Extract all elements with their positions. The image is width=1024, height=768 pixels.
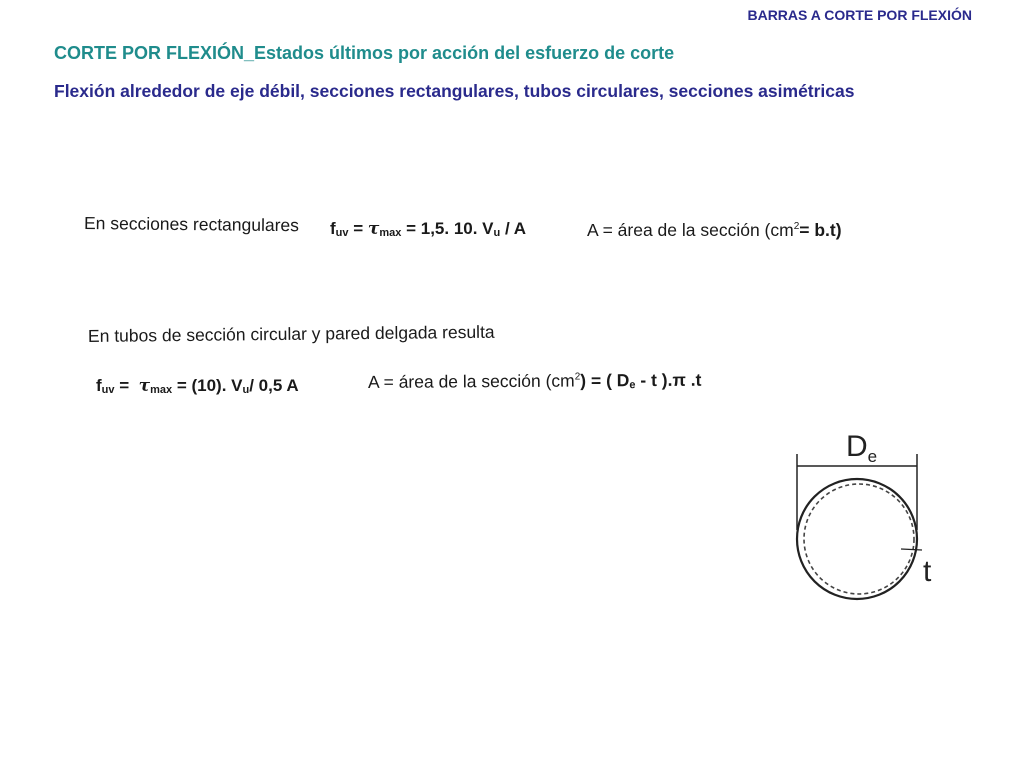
page-title: CORTE POR FLEXIÓN_Estados últimos por acción del esfuerzo de corte [54,43,675,63]
rect-area-tail: = b.t) [799,220,842,240]
rect-area-lead: A = área de la sección (cm [587,220,794,240]
tube-sections-intro: En tubos de sección circular y pared delgada resulta [87,321,495,346]
thickness-leader-line [901,549,922,550]
page-subtitle: Flexión alrededor de eje débil, secciones rectangulares, tubos circulares, secciones asimétricas [54,81,855,101]
rect-tau-subscript: max [379,227,402,239]
rect-v-subscript: u [493,227,501,239]
tube-inner-wall [804,484,914,594]
tube-area-mid: ) = ( D [580,370,630,391]
tube-tau-subscript: max [150,384,173,396]
rect-shear-formula [330,219,526,239]
tube-shear-formula [96,376,299,396]
tube-area-tail: - t ).π .t [635,369,702,391]
rect-tail: / A [500,219,527,238]
circular-tube-diagram [780,418,950,608]
rect-area-definition [587,220,842,241]
tube-outer-wall [797,479,917,599]
rect-f-symbol: f [330,219,336,238]
tube-eq1: = [114,376,139,395]
tube-area-lead: A = área de la sección (cm [367,370,575,392]
rect-f-subscript: uv [335,227,349,239]
tube-area-superscript: 2 [574,371,581,383]
tube-rhs: = (10). V [172,376,243,395]
rect-sections-lead: En secciones rectangulares [83,213,300,236]
tube-area-d-subscript: e [629,379,636,392]
rect-rhs: = 1,5. 10. V [401,219,494,238]
tube-tail: / 0,5 A [249,376,299,395]
tube-f-symbol: f [96,376,102,395]
tube-f-subscript: uv [101,384,115,396]
header-tag: BARRAS A CORTE POR FLEXIÓN [747,7,972,23]
rect-tau-symbol: τ [367,219,380,239]
tube-tau-symbol: τ [138,376,151,396]
tube-area-definition [368,370,702,393]
rect-area-superscript: 2 [793,221,800,232]
rect-eq1: = [348,219,368,238]
diameter-label: $D_e$ [846,430,878,466]
tube-v-subscript: u [242,384,250,396]
thickness-label: t [923,555,932,588]
